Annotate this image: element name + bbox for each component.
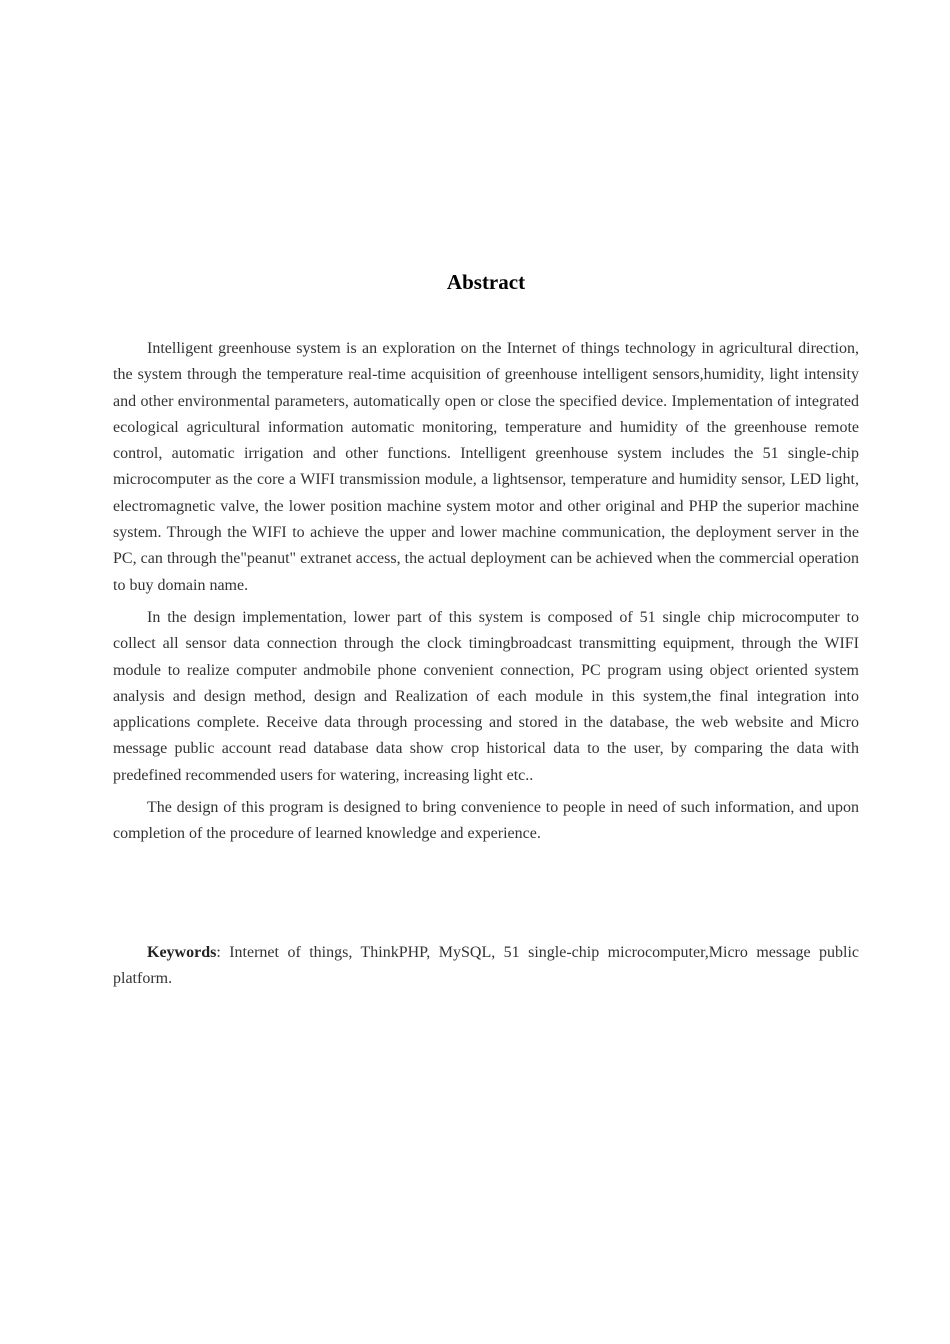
keywords-list: : Internet of things, ThinkPHP, MySQL, 51 single-chip microcomputer,Micro message public platform. [113, 944, 859, 988]
abstract-paragraph-2: In the design implementation, lower part of this system is composed of 51 single chip microcomputer to collect all sensor data connection through the clock timingbroadcast transmitting equipment, through the WIFI module to realize computer andmobile phone convenient connection, PC program using object oriented system analysis and design method, design and Realization of each module in this system,the final integration into applications complete. Receive data through processing and stored in the database, the web website and Micro message public account read database data show crop historical data to the user, by comparing the data with predefined recommended users for watering, increasing light etc.. [113, 608, 859, 784]
keywords-label: Keywords [147, 944, 217, 961]
keywords-line [113, 940, 859, 993]
abstract-paragraph-3: The design of this program is designed to bring convenience to people in need of such information, and upon completion of the procedure of learned knowledge and experience. [113, 799, 859, 843]
abstract-title: Abstract [446, 270, 526, 294]
abstract-paragraph-1: Intelligent greenhouse system is an exploration on the Internet of things technology in agricultural direction, the system through the temperature real-time acquisition of greenhouse intelligent sensors,humidity, light intensity and other environmental parameters, automatically open or close the specified device. Implementation of integrated ecological agricultural information automatic monitoring, temperature and humidity of the greenhouse remote control, automatic irrigation and other functions. Intelligent greenhouse system includes the 51 single-chip microcomputer as the core a WIFI transmission module, a lightsensor, temperature and humidity sensor, LED light, electromagnetic valve, the lower position machine system motor and other original and PHP the superior machine system. Through the WIFI to achieve the upper and lower machine communication, the deployment server in the PC, can through the"peanut" extranet access, the actual deployment can be achieved when the commercial operation to buy domain name. [113, 340, 859, 594]
abstract-body [113, 336, 859, 854]
